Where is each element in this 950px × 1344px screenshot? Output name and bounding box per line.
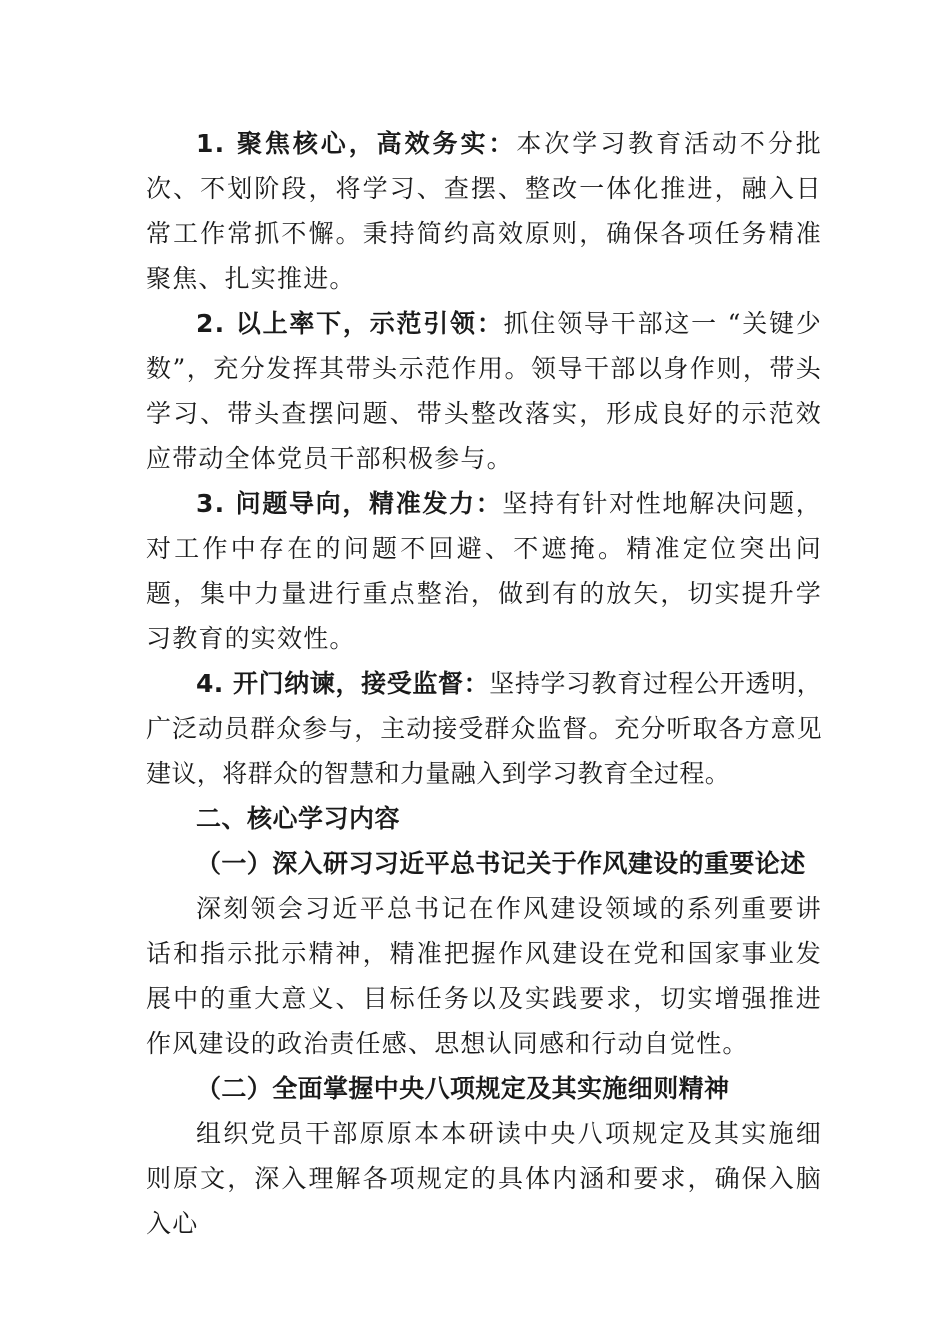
- principle-4-lead: 4. 开门纳谏，接受监督：: [196, 669, 490, 698]
- principle-1-lead: 1. 聚焦核心，高效务实：: [196, 129, 517, 158]
- subsection-2-body: 组织党员干部原原本本研读中央八项规定及其实施细则原文，深入理解各项规定的具体内涵和要求，确保入脑入心: [146, 1119, 822, 1238]
- principle-3-body: 坚持有针对性地解决问题，对工作中存在的问题不回避、不遮掩。精准定位突出问题，集中力量进行重点整治，做到有的放矢，切实提升学习教育的实效性。: [146, 489, 823, 653]
- document-page: [146, 121, 822, 1246]
- subsection-1-heading: （一）深入研习习近平总书记关于作风建设的重要论述: [196, 849, 806, 878]
- subsection-1-body: 深刻领会习近平总书记在作风建设领域的系列重要讲话和指示批示精神，精准把握作风建设在党和国家事业发展中的重大意义、目标任务以及实践要求，切实增强推进作风建设的政治责任感、思想认同感和行动自觉性。: [146, 894, 822, 1058]
- section-2-heading: 二、核心学习内容: [196, 804, 401, 833]
- subsection-2-heading: （二）全面掌握中央八项规定及其实施细则精神: [196, 1074, 730, 1103]
- principle-3: [146, 481, 822, 661]
- principle-1-body: 本次学习教育活动不分批次、不划阶段，将学习、查摆、整改一体化推进，融入日常工作常抓不懈。秉持简约高效原则，确保各项任务精准聚焦、扎实推进。: [146, 129, 823, 293]
- principle-2-lead: 2. 以上率下，示范引领：: [196, 309, 504, 338]
- principle-1: [146, 121, 822, 301]
- principle-2: [146, 301, 822, 481]
- principle-3-lead: 3. 问题导向，精准发力：: [196, 489, 503, 518]
- principle-2-body: 抓住领导干部这一 “关键少数”，充分发挥其带头示范作用。领导干部以身作则，带头学习、带头查摆问题、带头整改落实，形成良好的示范效应带动全体党员干部积极参与。: [146, 309, 822, 473]
- principle-4: [146, 661, 822, 796]
- principle-4-body: 坚持学习教育过程公开透明，广泛动员群众参与，主动接受群众监督。充分听取各方意见建议，将群众的智慧和力量融入到学习教育全过程。: [146, 669, 823, 788]
